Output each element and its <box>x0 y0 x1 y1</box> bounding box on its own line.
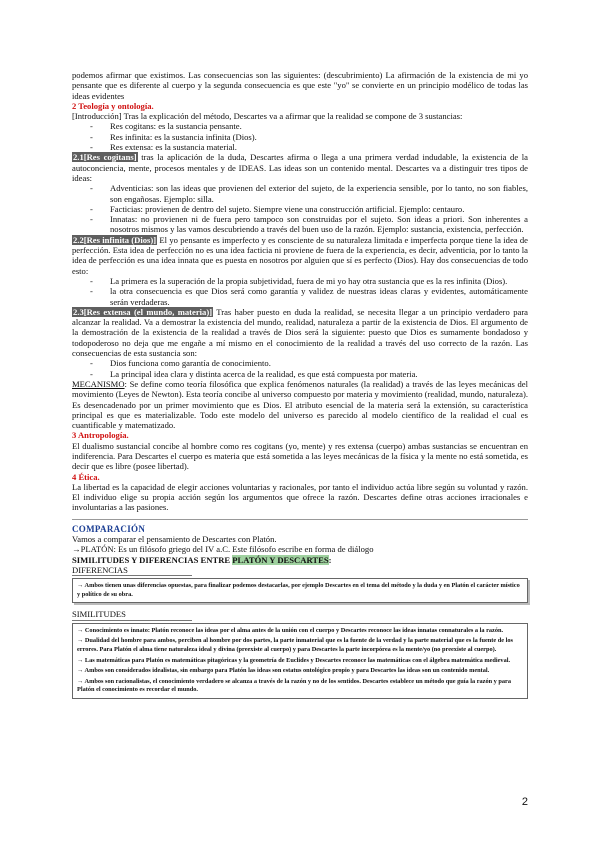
comparison-subheading <box>72 555 528 565</box>
section-heading-antropologia: 3 Antropología. <box>72 430 129 441</box>
subheading-suffix: : <box>328 554 332 565</box>
similitudes-label: SIMILITUDES <box>72 609 192 620</box>
paragraph-antropologia: El dualismo sustancial concibe al hombre como res cogitans (yo, mente) y res extensa (cuerpo) ambas sustancias se encuentran en indiferencia. Para Descartes el cuerpo es materia que está sometida a las leyes mecánicas de la física y la mente no está sometida, es decir que es libre (posee libertad). <box>72 440 528 472</box>
paragraph-res-cogitans <box>72 152 528 183</box>
paragraph-etica: La libertad es la capacidad de elegir acciones voluntarias y racionales, por tanto el individuo actúa libre según su voluntad y razón. El individuo elige su propia acción según los argumentos que ofrece la razón. Descartes define otras acciones irracionales e involuntarias a las pasiones. <box>72 481 528 513</box>
paragraph-res-extensa <box>72 307 528 358</box>
paragraph-mecanismo <box>72 379 528 430</box>
list-item: - La principal idea clara y distinta acerca de la realidad, es que está compuesta por materia. <box>72 369 528 379</box>
ideas-list <box>72 183 528 234</box>
comparison-title: COMPARACIÓN <box>72 523 146 534</box>
consequences-list <box>72 276 528 307</box>
paragraph-text: : Se define como teoría filosófica que explica fenómenos naturales (la realidad) a través de las leyes mecánicas del movimiento (Leyes de Newton). Esta teoría concibe al universo compuesto por materia y movimiento (realidad, mundo, naturaleza). Es desencadenado por un primer movimiento que es Dios. El atributo esencial de la materia será la extensión, su característica principal es que es materializable. Todo este modelo del universo es parecido al modelo científico de la realidad el cual es cuantificable y matematizado. <box>72 378 528 431</box>
list-item: - Dios funciona como garantía de conocimiento. <box>72 358 528 368</box>
similitud-item: → Dualidad del hombre para ambos, perciben al hombre por dos partes, la parte inmaterial que es la fuente de la verdad y la parte material que es la fuente de los errores. Para Platón el alma tiene naturaleza ideal y divina (preexiste al cuerpo) y para Descartes la parte incorpórea es la mente/yo (no preexiste al cuerpo). <box>77 637 513 653</box>
paragraph-text: El yo pensante es imperfecto y es consciente de su naturaleza limitada e imperfecta porque tiene la idea de perfección. Esta idea de perfección no es una idea facticia ni proviene de fuera de la experiencia, es decir, adventicia, por lo tanto la idea de perfección es una idea innata que es puesta en nosotros por alguien que sí es perfecto (Dios). Hay dos consecuencias de todo esto: <box>72 234 528 276</box>
paragraph-res-infinita <box>72 235 528 276</box>
list-item: - La primera es la superación de la propia subjetividad, fuera de mi yo hay otra sustancia que es la res infinita (Dios). <box>72 276 528 286</box>
comparison-line: →PLATÓN: Es un filósofo griego del IV a.C. Este filósofo escribe en forma de diálogo <box>72 544 374 555</box>
highlight-names: PLATÓN Y DESCARTES <box>232 554 329 565</box>
highlight-tag: 2.3[Res extensa (el mundo, materia)] <box>73 306 213 317</box>
similitud-item: → Las matemáticas para Platón es matemáticas pitagóricas y la geometría de Euclides y Descartes reconoce las matemáticas con el álgebra matemática medieval. <box>77 656 511 664</box>
similitud-item: → Conocimiento es innato: Platón reconoce las ideas por el alma antes de la unión con el cuerpo y Descartes reconoce las ideas innatas connaturales a la razón. <box>77 626 504 634</box>
section-divider <box>72 519 528 520</box>
section-heading-teologia: 2 Teología y ontología. <box>72 100 154 111</box>
intro-paragraph: podemos afirmar que existimos. Las consecuencias son las siguientes: (descubrimiento) La afirmación de la existencia de mi yo pensante que es diferente al cuerpo y la segunda consecuencia es que este "yo" se convierte en un principio modélico de todas las ideas evidentes <box>72 70 528 101</box>
list-item: - la otra consecuencia es que Dios será como garantía y validez de nuestras ideas claras y evidentes, automáticamente serán verdaderas. <box>72 286 528 307</box>
paragraph-text: tras la aplicación de la duda, Descartes afirma o llega a una primera verdad indudable, la existencia de la autoconciencia, mente, procesos mentales y de IDEAS. Las ideas son un contenido mental. Descartes va a distinguir tres tipos de ideas: <box>72 152 528 183</box>
comparison-line: Vamos a comparar el pensamiento de Descartes con Platón. <box>72 534 277 545</box>
similitudes-box <box>72 623 528 699</box>
document-page <box>72 70 528 699</box>
similitud-item: → Ambos son considerados idealistas, sin embargo para Platón las ideas son estatus ontológico propio y para Descartes las ideas son un contenido mental. <box>77 667 490 675</box>
extensa-list <box>72 358 528 379</box>
list-item: - Res extensa: es la sustancia material. <box>72 142 528 152</box>
subheading-text: SIMILITUDES Y DIFERENCIAS ENTRE <box>72 554 233 565</box>
page-number: 2 <box>521 796 528 808</box>
similitud-item: → Ambos son racionalistas, el conocimiento verdadero se alcanza a través de la razón y no de los sentidos. Descartes establece un método que guía la razón y para Platón el conocimiento es recordar el mundo. <box>77 677 511 694</box>
substance-list <box>72 121 528 152</box>
list-item: - Res infinita: es la sustancia infinita (Dios). <box>72 132 528 142</box>
section-heading-etica: 4 Ética. <box>72 471 100 482</box>
list-item: - Facticias: provienen de dentro del sujeto. Siempre viene una construcción artificial. Ejemplo: centauro. <box>72 204 528 214</box>
diferencias-label: DIFERENCIAS <box>72 565 192 576</box>
highlight-tag: 2.1[Res cogitans] <box>73 152 137 163</box>
list-item: - Adventicias: son las ideas que provienen del exterior del sujeto, de la experiencia sensible, por lo tanto, no son fiables, son engañosas. Ejemplo: silla. <box>72 183 528 204</box>
term-label: MECANISMO <box>72 378 125 389</box>
highlight-tag: 2.2[Res infinita (Dios)] <box>73 234 157 245</box>
paragraph-text: Tras haber puesto en duda la realidad, se necesita llegar a un principio verdadero para alcanzar la realidad. Va a demostrar la existencia del mundo, realidad, naturaleza a partir de la existencia de Dios. El argumento de la demostración de la existencia de la realidad a través de Dios será la siguiente: puesto que Dios es sumamente bondadoso y todopoderoso no deja que me engañe a mí mismo en el conocimiento de la realidad a través del uso correcto de la razón. Las consecuencias de esta sustancia son: <box>72 306 528 359</box>
list-item: - Res cogitans: es la sustancia pensante. <box>72 121 528 131</box>
list-item: - Innatas: no provienen ni de fuera pero tampoco son construidas por el sujeto. Son ideas a priori. Son inherentes a nosotros mismos y las vamos descubriendo a través del buen uso de la razón. Ejemplo: sustancia, existencia, perfección. <box>72 214 528 235</box>
section-intro: [Introducción] Tras la explicación del método, Descartes va a afirmar que la realidad se compone de 3 sustancias: <box>72 111 463 122</box>
diferencias-box: → Ambos tienen unas diferencias opuestas, para finalizar podemos destacarlas, por ejemplo Descartes en el tema del método y la duda y en Platón el carácter místico y político de su obra. <box>72 578 528 603</box>
